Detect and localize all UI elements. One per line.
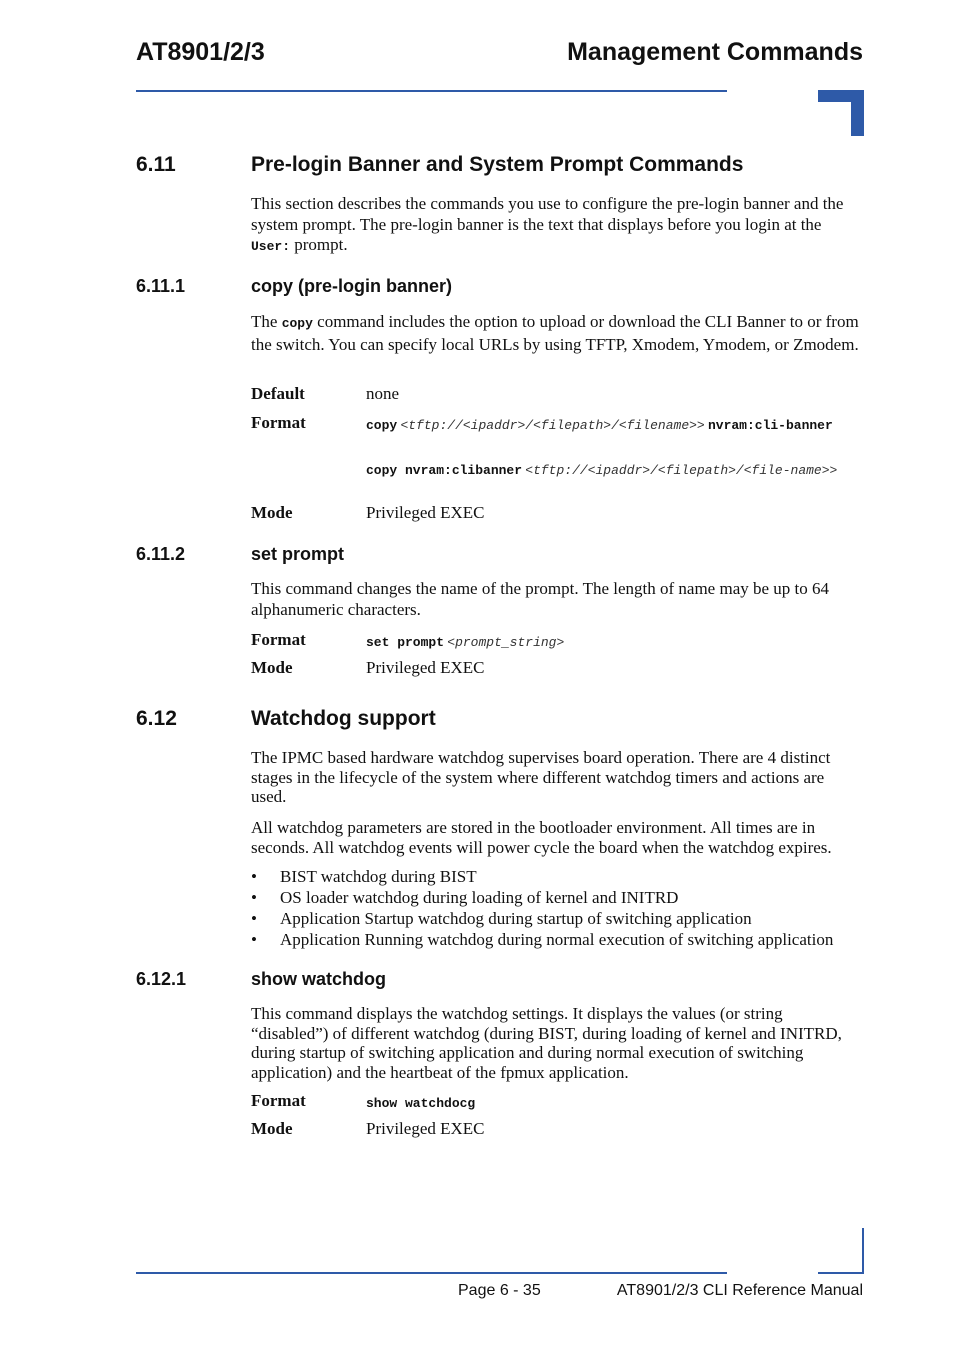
- section-number: 6.12: [136, 707, 177, 730]
- footer-rule: [136, 1272, 727, 1274]
- section-number: 6.11: [136, 153, 176, 176]
- intro-text: This section describes the commands you use to configure the pre-login banner and the system prompt. The pre-login banner is the text that displays before you login at the: [251, 194, 844, 234]
- subsection-title: set prompt: [251, 544, 345, 564]
- show-watchdog-description: This command displays the watchdog settings. It displays the values (or string “disabled”) of different watchdog (during BIST, during loading of kernel and INITRD, during startup of switching application and during normal execution of switching application) and the heartbeat of the fpmux application.: [251, 1004, 842, 1082]
- desc-text: The: [251, 312, 282, 331]
- command-argument: <tftp://<ipaddr>/<filepath>/<file-name>>: [525, 463, 838, 478]
- footer-corner-mark-horizontal: [818, 1272, 864, 1274]
- section-title: Pre-login Banner and System Prompt Commands: [251, 153, 744, 176]
- set-prompt-description: This command changes the name of the prompt. The length of name may be up to 64 alphanumeric characters.: [251, 579, 830, 619]
- watchdog-paragraph-1: The IPMC based hardware watchdog supervises board operation. There are 4 distinct stages in the lifecycle of the system where different watchdog timers and actions are used.: [251, 748, 831, 806]
- subsection-number: 6.12.1: [136, 969, 187, 989]
- section-title: Watchdog support: [251, 707, 436, 730]
- subsection-number: 6.11.1: [136, 276, 186, 296]
- format-syntax: [366, 1094, 856, 1112]
- command-argument: <prompt_string>: [447, 635, 565, 650]
- format-syntax-2: [366, 461, 856, 479]
- doc-title: AT8901/2/3: [136, 38, 265, 66]
- section-intro-paragraph: [251, 194, 863, 258]
- inline-code: copy: [281, 316, 313, 331]
- command-keyword: set prompt: [366, 635, 445, 650]
- inline-code: User:: [251, 239, 291, 254]
- list-item: • OS loader watchdog during loading of kernel and INITRD: [251, 887, 871, 908]
- mode-label: Mode: [251, 658, 293, 677]
- command-keyword: show watchdocg: [366, 1096, 476, 1111]
- command-argument: <tftp://<ipaddr>/<filepath>/<filename>>: [400, 418, 705, 433]
- subsection-number: 6.11.2: [136, 544, 186, 564]
- copy-description: [251, 312, 863, 355]
- manual-title: AT8901/2/3 CLI Reference Manual: [616, 1282, 863, 1299]
- format-syntax-1: [366, 416, 856, 434]
- format-label: Format: [251, 630, 306, 649]
- watchdog-paragraph-2: All watchdog parameters are stored in the bootloader environment. All times are in seconds. All watchdog events will power cycle the board when the watchdog expires.: [251, 818, 832, 857]
- page-number: Page 6 - 35: [458, 1282, 541, 1299]
- command-keyword: nvram:cli-banner: [707, 418, 833, 433]
- list-item: • BIST watchdog during BIST: [251, 866, 871, 887]
- format-label: Format: [251, 413, 306, 432]
- format-label: Format: [251, 1091, 306, 1110]
- mode-value: Privileged EXEC: [366, 1119, 485, 1138]
- intro-text-end: prompt.: [290, 235, 348, 254]
- command-keyword: copy: [366, 418, 398, 433]
- default-value: none: [366, 384, 400, 403]
- mode-label: Mode: [251, 503, 293, 522]
- chapter-title: Management Commands: [567, 38, 863, 66]
- list-item: • Application Running watchdog during normal execution of switching application: [251, 929, 871, 950]
- footer-corner-mark: [862, 1228, 864, 1274]
- command-keyword: copy nvram:clibanner: [366, 463, 523, 478]
- mode-label: Mode: [251, 1119, 293, 1138]
- header-rule: [136, 90, 727, 92]
- subsection-title: show watchdog: [251, 969, 386, 989]
- default-label: Default: [251, 384, 305, 403]
- mode-value: Privileged EXEC: [366, 658, 485, 677]
- mode-value: Privileged EXEC: [366, 503, 485, 522]
- header-corner-mark-vertical: [851, 90, 864, 136]
- subsection-title: copy (pre-login banner): [251, 276, 453, 296]
- format-syntax: [366, 633, 856, 651]
- list-item: • Application Startup watchdog during startup of switching application: [251, 908, 871, 929]
- watchdog-stage-list: [251, 866, 871, 950]
- desc-text-end: command includes the option to upload or download the CLI Banner to or from the switch. You can specify local URLs by using TFTP, Xmodem, Ymodem, or Zmodem.: [251, 312, 859, 354]
